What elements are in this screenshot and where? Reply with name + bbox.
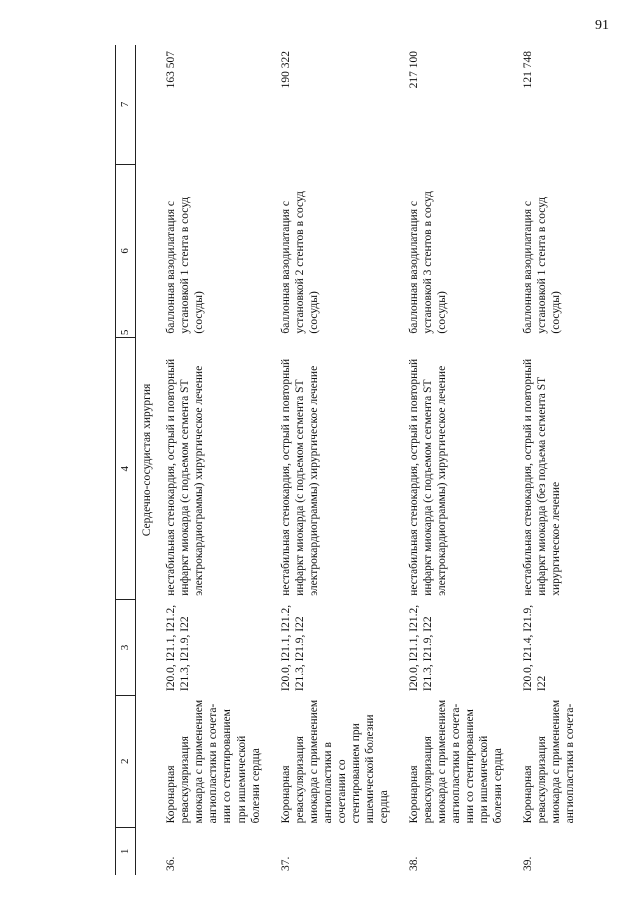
column-header-4: 4 (116, 338, 136, 600)
section-title: Сердечно-сосудистая хирургия (141, 383, 154, 537)
icd-codes: I20.0, I21.1, I21.2, I21.3, I21.9, I22 (407, 604, 434, 692)
row-number: 39. (521, 856, 534, 871)
table-row (158, 45, 272, 875)
patient-model-text: нестабильная стенокардия, острый и повторный инфаркт миокарда (с подъемом сегмента ST электрокардиограммы) (165, 358, 206, 596)
icd-codes: I20.0, I21.1, I21.2, I21.3, I21.9, I22 (165, 604, 192, 692)
column-header-1: 1 (116, 827, 136, 875)
cost: 190 322 (279, 51, 292, 89)
service-name: Коронарная реваскуляризация миокарда с применением ангиопластики в сочета-нии со стентированием при ишемической болезни сердца (407, 699, 504, 824)
table-row (401, 45, 515, 875)
column-number-row: 1 2 3 4 5 6 7 (116, 45, 136, 875)
service-name: Коронарная реваскуляризация миокарда с применением ангиопластики в сочетании со стентированием при ишемической болезни сердца (279, 699, 390, 824)
icd-codes: I20.0, I21.4, I21.9, I22 (521, 604, 548, 692)
row-number: 36. (165, 856, 178, 871)
cost: 217 100 (407, 51, 420, 89)
treatment-type: хирургическое лечение (435, 365, 448, 480)
column-header-3: 3 (116, 600, 136, 695)
patient-model (273, 338, 401, 600)
patient-model (401, 338, 515, 600)
treatment-table (115, 45, 587, 875)
patient-model-text: нестабильная стенокардия, острый и повторный инфаркт миокарда (с подъемом сегмента ST электрокардиограммы) (279, 358, 320, 596)
column-header-6: 6 (116, 164, 136, 337)
treatment-method: баллонная вазодилатация с установкой 1 стента в сосуд (сосуды) (165, 196, 206, 334)
row-number: 38. (407, 856, 420, 871)
table-row (273, 45, 401, 875)
treatment-method: баллонная вазодилатация с установкой 2 стентов в сосуд (сосуды) (279, 191, 320, 334)
treatment-type: хирургическое лечение (307, 365, 320, 480)
cost: 121 748 (521, 51, 534, 89)
service-name: Коронарная реваскуляризация миокарда с применением ангиопластики в сочета- (521, 699, 576, 824)
row-number: 37. (279, 856, 292, 871)
patient-model (515, 338, 587, 600)
column-header-2: 2 (116, 695, 136, 827)
treatment-type: хирургическое лечение (549, 481, 562, 596)
patient-model-text: нестабильная стенокардия, острый и повторный инфаркт миокарда (без подъема сегмента ST (521, 358, 548, 596)
section-row (136, 45, 159, 875)
table-row (515, 45, 587, 875)
column-header-7: 7 (116, 45, 136, 164)
treatment-type: хирургическое лечение (193, 365, 206, 480)
service-name: Коронарная реваскуляризация миокарда с применением ангиопластики в сочета-нии со стентированием при ишемической болезни сердца (165, 699, 262, 824)
treatment-method: баллонная вазодилатация с установкой 3 стентов в сосуд (сосуды) (407, 191, 448, 334)
page-number: 91 (595, 18, 609, 33)
cost: 163 507 (165, 51, 178, 89)
treatment-method: баллонная вазодилатация с установкой 1 стента в сосуд (сосуды) (521, 196, 562, 334)
patient-model-text: нестабильная стенокардия, острый и повторный инфаркт миокарда (с подъемом сегмента ST электрокардиограммы) (407, 358, 448, 596)
patient-model (158, 338, 272, 600)
rotated-table-container (115, 45, 615, 875)
icd-codes: I20.0, I21.1, I21.2, I21.3, I21.9, I22 (279, 604, 306, 692)
